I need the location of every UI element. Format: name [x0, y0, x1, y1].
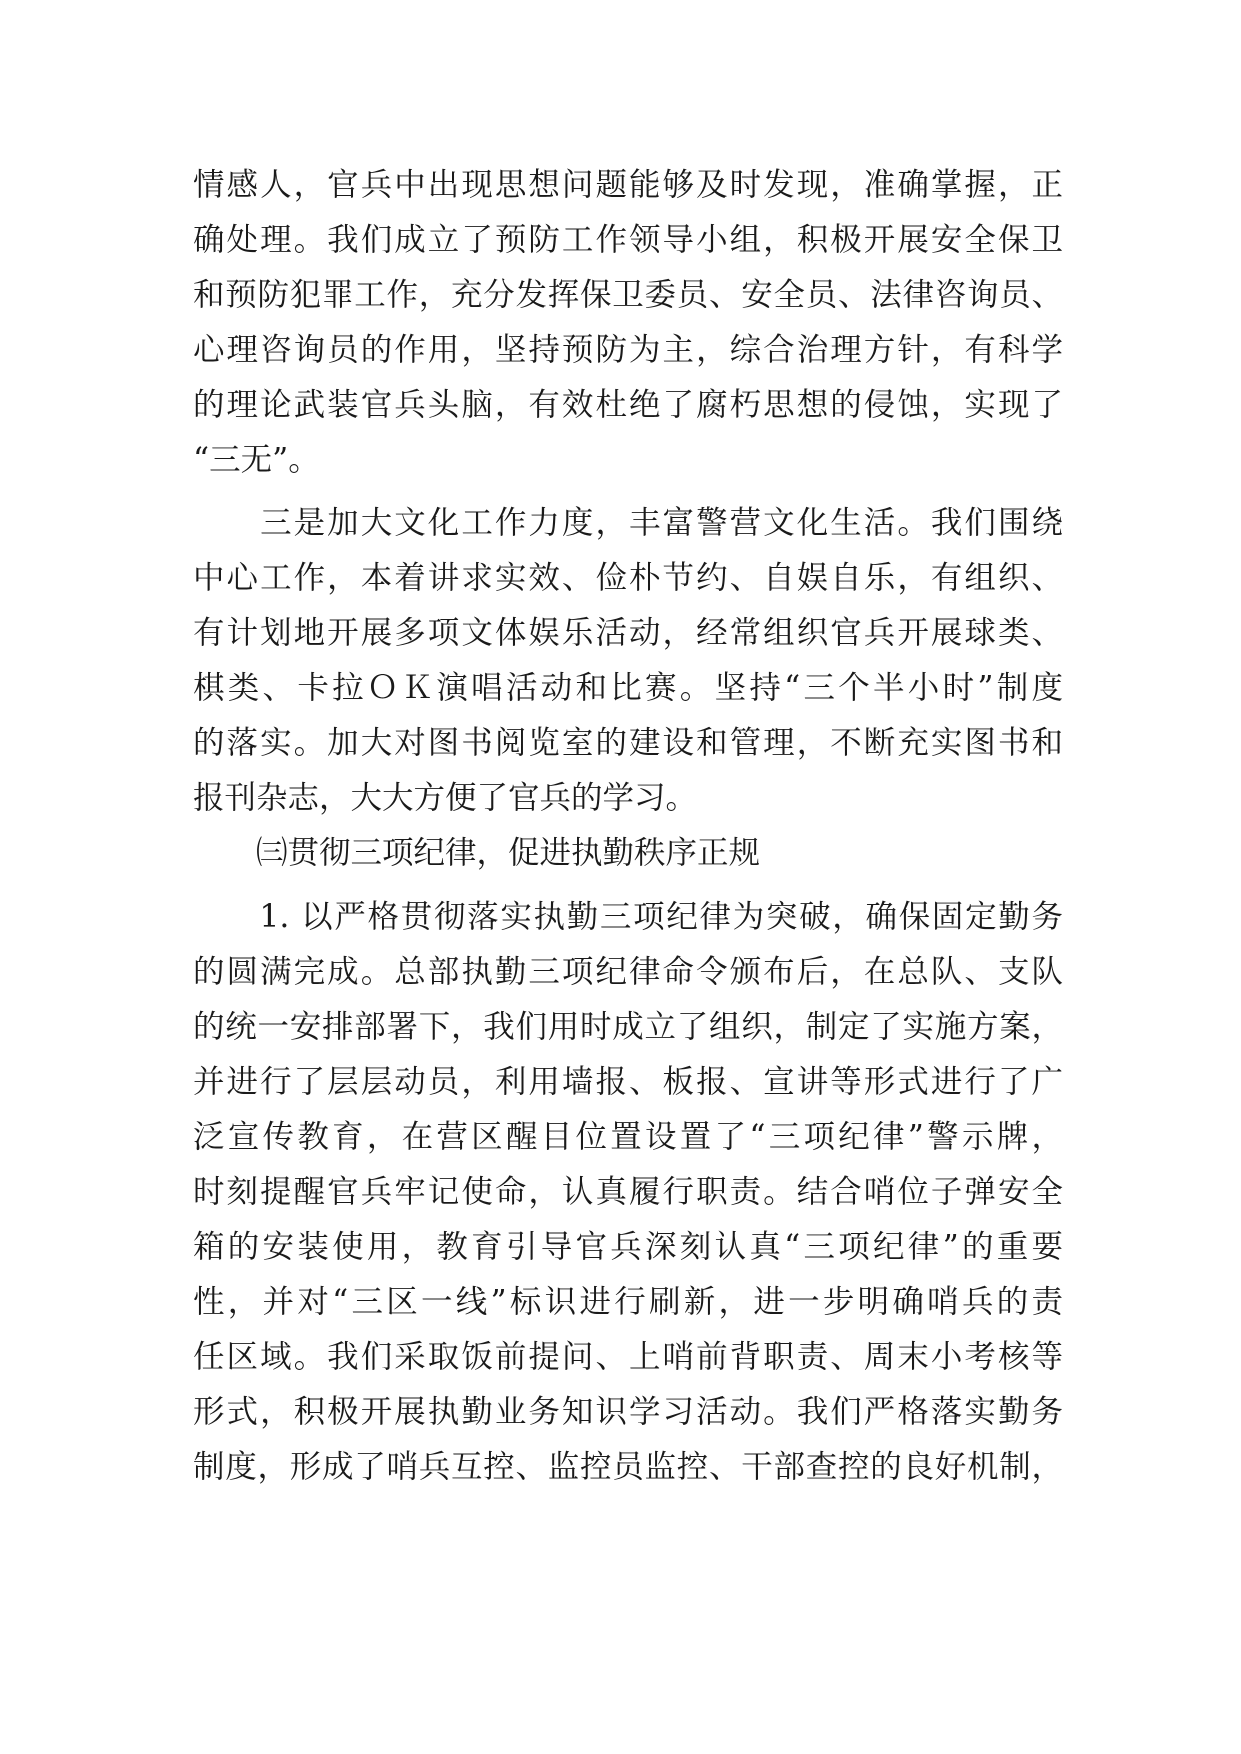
text-line: 有计划地开展多项文体娱乐活动，经常组织官兵开展球类、 [193, 615, 1063, 651]
text-line: 任区域。我们采取饭前提问、上哨前背职责、周末小考核等 [193, 1339, 1063, 1375]
section-heading: ㈢贯彻三项纪律，促进执勤秩序正规 [193, 835, 761, 871]
text-line: 的统一安排部署下，我们用时成立了组织，制定了实施方案， [193, 1009, 1063, 1045]
text-line: 箱的安装使用，教育引导官兵深刻认真“三项纪律”的重要 [193, 1229, 1063, 1265]
text-line: 情感人，官兵中出现思想问题能够及时发现，准确掌握，正 [193, 167, 1063, 203]
text-line: 形式，积极开展执勤业务知识学习活动。我们严格落实勤务 [193, 1394, 1063, 1430]
text-line: 棋类、卡拉ＯＫ演唱活动和比赛。坚持“三个半小时”制度 [193, 670, 1063, 706]
paragraph-first-line: 1. 以严格贯彻落实执勤三项纪律为突破，确保固定勤务 [193, 899, 1063, 935]
text-line: 的落实。加大对图书阅览室的建设和管理，不断充实图书和 [193, 725, 1063, 761]
text-line: 性，并对“三区一线”标识进行刷新，进一步明确哨兵的责 [193, 1284, 1063, 1320]
text-line: 制度，形成了哨兵互控、监控员监控、干部查控的良好机制， [193, 1449, 1063, 1485]
text-line: 并进行了层层动员，利用墙报、板报、宣讲等形式进行了广 [193, 1064, 1063, 1100]
text-line: 的理论武装官兵头脑，有效杜绝了腐朽思想的侵蚀，实现了 [193, 387, 1063, 423]
text-line: 的圆满完成。总部执勤三项纪律命令颁布后，在总队、支队 [193, 954, 1063, 990]
paragraph-first-line: 三是加大文化工作力度，丰富警营文化生活。我们围绕 [193, 505, 1063, 541]
text-line: 确处理。我们成立了预防工作领导小组，积极开展安全保卫 [193, 222, 1063, 258]
text-line: 报刊杂志，大大方便了官兵的学习。 [193, 780, 698, 816]
text-line: 中心工作，本着讲求实效、俭朴节约、自娱自乐，有组织、 [193, 560, 1063, 596]
text-line: 和预防犯罪工作，充分发挥保卫委员、安全员、法律咨询员、 [193, 277, 1063, 313]
text-line: 心理咨询员的作用，坚持预防为主，综合治理方针，有科学 [193, 332, 1063, 368]
text-line: 时刻提醒官兵牢记使命，认真履行职责。结合哨位子弹安全 [193, 1174, 1063, 1210]
text-line: 泛宣传教育，在营区醒目位置设置了“三项纪律”警示牌， [193, 1119, 1063, 1155]
text-line: “三无”。 [193, 442, 320, 478]
